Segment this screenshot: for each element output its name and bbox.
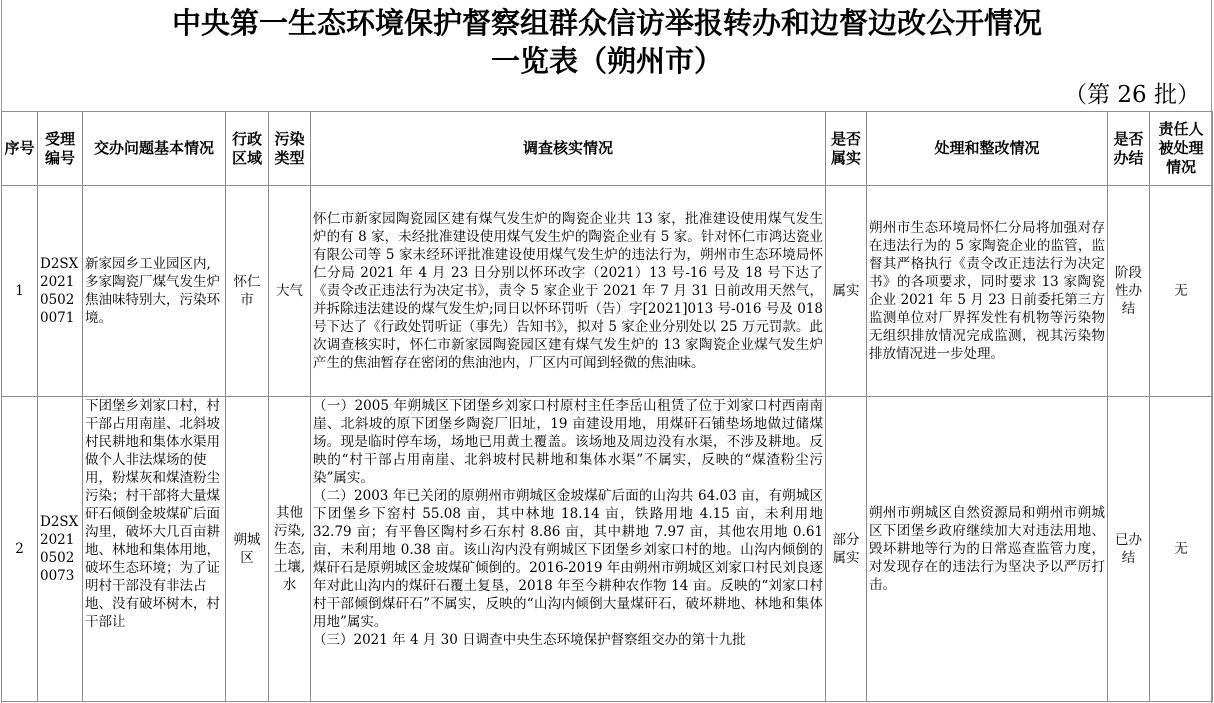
cell-accountability: 无 (1150, 186, 1213, 397)
investigation-paragraph-1: （一）2005 年朔城区下团堡乡刘家口村原村主任李岳山租赁了位于刘家口村西南南崖、北斜坡的原下团堡乡陶瓷厂旧址，19 亩建设用地，用煤矸石铺垫场地做过储煤场。现是临时停车场，场地已用黄土覆盖。该场地及周边没有水渠，不涉及耕地。反映的“村干部占用南崖、北斜坡村民耕地和集体水渠”不属实，反映的“煤渣粉尘污染”属实。 (313, 398, 823, 486)
cell-verified: 部分属实 (826, 397, 867, 702)
investigation-paragraph-3: （三）2021 年 4 月 30 日调查中央生态环境保护督察组交办的第十九批 (313, 632, 746, 648)
table-row (2, 186, 1213, 397)
cell-issue: 新家园乡工业园区内,多家陶瓷厂煤气发生炉焦油味特别大，污染环境。 (83, 186, 226, 397)
header-verified: 是否属实 (826, 112, 867, 186)
investigation-paragraph-2: （二）2003 年已关闭的原朔州市朔城区金坡煤矿后面的山沟共 64.03 亩，有朔城区下团堡乡下窑村 55.08 亩，其中林地 18.14 亩，铁路用地 4.15 亩，未利用地 32.79 亩；有平鲁区陶村乡石东村 8.86 亩，其中耕地 7.97 亩，其他农用地 0.61 亩，未利用地 0.38 亩。该山沟内没有朔城区下团堡乡刘家口村的地。山沟内倾倒的煤矸石是原朔城区金坡煤矿倾倒的。2016-2019 年由朔州市朔城区刘家口村民刘良逐年对此山沟内的煤矸石覆土复垦，2018 年至今耕种农作物 14 亩。反映的“刘家口村村干部倾倒煤矸石”不属实，反映的“山沟内倾倒大量煤矸石，破坏耕地、林地和集体用地”属实。 (313, 488, 823, 630)
cell-pollution: 其他污染,生态,土壤,水 (269, 397, 311, 702)
cell-accountability: 无 (1150, 397, 1213, 702)
title-line-1: 中央第一生态环境保护督察组群众信访举报转办和边督边改公开情况 (171, 6, 1042, 40)
header-completed: 是否办结 (1108, 112, 1150, 186)
table-row (2, 397, 1213, 702)
header-code: 受理编号 (38, 112, 83, 186)
cell-investigation: 怀仁市新家园陶瓷园区建有煤气发生炉的陶瓷企业共 13 家，批准建设使用煤气发生炉的有 8 家，未经批准建设使用煤气发生炉的陶瓷企业有 5 家。针对怀仁市鸿达瓷业有限公司等 5 家未经环评批准建设使用煤气发生炉的违法行为，朔州市生态环境局怀仁分局 2021 年 4 月 23 日分别以怀环改字（2021）13 号-16 号及 18 号下达了《责令改正违法行为决定书》，责令 5 家企业于 2021 年 7 月 31 日前改用天然气，并拆除违法建设的煤气发生炉;同日以怀环罚听（告）字[2021]013 号-016 号及 018 号下达了《行政处罚听证（事先）告知书》，拟对 5 家企业分别处以 25 万元罚款。此次调查核实时，怀仁市新家园陶瓷园区建有煤气发生炉的 13 家陶瓷企业煤气发生炉产生的焦油暂存在密闭的焦油池内，厂区内可闻到轻微的焦油味。 (311, 186, 826, 397)
cell-completed: 已办结 (1108, 397, 1150, 702)
cell-code: D2SX202105020073 (38, 397, 83, 702)
header-pollution: 污染类型 (269, 112, 311, 186)
title-line-2: 一览表（朔州市） (490, 44, 723, 78)
cell-completed: 阶段性办结 (1108, 186, 1150, 397)
cell-pollution: 大气 (269, 186, 311, 397)
header-seq: 序号 (2, 112, 38, 186)
petition-table (1, 111, 1213, 702)
header-handling: 处理和整改情况 (867, 112, 1108, 186)
cell-issue: 下团堡乡刘家口村，村干部占用南崖、北斜坡村民耕地和集体水渠用做个人非法煤场的使用，粉煤灰和煤渣粉尘污染；村干部将大量煤矸石倾倒金坡煤矿后面沟里，破坏大几百亩耕地、林地和集体用地，破坏生态环境；为了证明村干部没有非法占地、没有破坏树木，村干部让 (83, 397, 226, 702)
cell-code: D2SX202105020071 (38, 186, 83, 397)
cell-region: 怀仁市 (226, 186, 269, 397)
cell-investigation (311, 397, 826, 702)
header-accountability: 责任人被处理情况 (1150, 112, 1213, 186)
cell-verified: 属实 (826, 186, 867, 397)
cell-handling: 朔州市朔城区自然资源局和朔州市朔城区下团堡乡政府继续加大对违法用地、毁坏耕地等行为的日常巡查监管力度，对发现存在的违法行为坚决予以严厉打击。 (867, 397, 1108, 702)
header-investigation: 调查核实情况 (311, 112, 826, 186)
header-issue: 交办问题基本情况 (83, 112, 226, 186)
table-header-row (2, 112, 1213, 186)
cell-handling: 朔州市生态环境局怀仁分局将加强对存在违法行为的 5 家陶瓷企业的监管，监督其严格执行《责令改正违法行为决定书》的各项要求，同时要求 13 家陶瓷企业 2021 年 5 月 23 日前委托第三方监测单位对厂界挥发性有机物等污染物无组织排放情况完成监测，视其污染物排放情况进一步处理。 (867, 186, 1108, 397)
header-region: 行政区域 (226, 112, 269, 186)
page-title (0, 4, 1214, 80)
batch-number: （第 26 批） (1064, 82, 1200, 108)
cell-region: 朔城区 (226, 397, 269, 702)
cell-seq: 1 (2, 186, 38, 397)
cell-seq: 2 (2, 397, 38, 702)
